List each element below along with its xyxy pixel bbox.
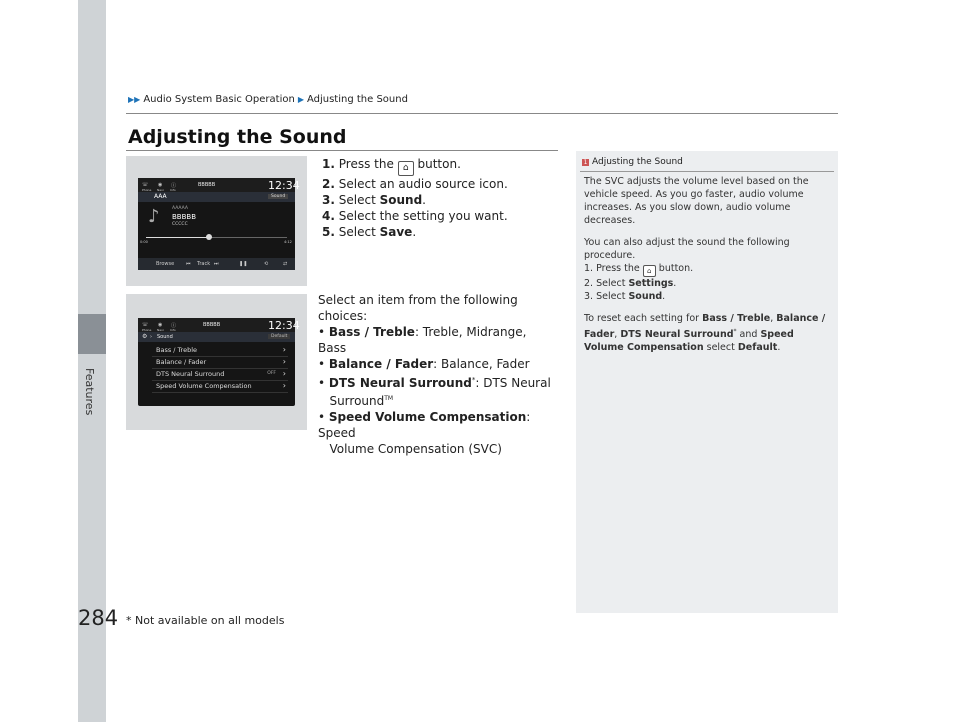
skip-back-icon[interactable]: ⏮ (186, 261, 191, 267)
default-button[interactable]: Default (268, 334, 290, 339)
progress-fill (146, 237, 208, 238)
note-paragraph: You can also adjust the sound the following procedure. (584, 237, 790, 261)
sound-header: Sound (157, 334, 173, 340)
choice-balance-fader: • Balance / Fader: Balance, Fader (318, 357, 530, 371)
note-step-3: 3. Select Sound. (584, 291, 666, 302)
breadcrumb (128, 94, 408, 105)
note-paragraph: The SVC adjusts the volume level based on the vehicle speed. As you go faster, audio volume increases. As you slow down, audio volume decreases. (584, 176, 809, 226)
phone-icon: ☏ (142, 322, 149, 328)
screenshot-sound: ☏ ◉ ⓘ Phone Navi Info BBBBB 12:34 ⚙ › Sound Default Bass / Treble › Balance / Fader › DTS Neural Surround OFF › Speed Volume Compensation › (138, 318, 295, 406)
screenshot-audio: ☏ ◉ ⓘ Phone Navi Info BBBBB 12:34 AAA Sound ♪ AAAAA BBBBB CCCCC 0:00 4:12 Browse ⏮ Track ⏭ ❚❚ ⟲ ⇄ (138, 178, 295, 270)
phone-icon: ☏ (142, 182, 149, 188)
chapter-label-text: Features (83, 368, 96, 416)
choice-bass-treble: • Bass / Treble: Treble, Midrange, Bass (318, 325, 527, 355)
home-icon: ⌂ (643, 265, 656, 277)
chevron-right-icon: › (282, 357, 286, 366)
choice-svc: • Speed Volume Compensation: Speed Volume Compensation (SVC) (318, 410, 531, 456)
chevron-right-icon: › (282, 345, 286, 354)
step-4: 4. Select the setting you want. (322, 209, 508, 223)
clock: 12:34 (268, 319, 300, 332)
choice-dts: • DTS Neural Surround*: DTS Neural Surround™ (318, 376, 551, 408)
music-note-icon: ♪ (148, 206, 160, 227)
menu-row-balance-fader[interactable]: Balance / Fader › (152, 356, 288, 369)
note-sidebar (576, 151, 838, 613)
title-divider (126, 150, 558, 151)
steps-list (322, 156, 508, 240)
progress-handle[interactable] (206, 234, 212, 240)
navi-icon: ◉ (158, 322, 163, 328)
source-label: BBBBB (198, 182, 216, 188)
station-name: AAA (154, 193, 167, 200)
menu-row-bass-treble[interactable]: Bass / Treble › (152, 344, 288, 357)
screenshot-audio-box (126, 156, 307, 286)
info-icon: ⓘ (171, 323, 177, 329)
settings-gear-icon[interactable]: ⚙ (142, 333, 148, 340)
step-1: 1. Press the ⌂ button. (322, 156, 508, 176)
home-icon: ⌂ (398, 161, 414, 176)
choices-intro: Select an item from the following choices: (318, 293, 518, 323)
page-number: 284 (78, 606, 119, 630)
sound-button[interactable]: Sound (268, 194, 288, 199)
step-5: 5. Select Save. (322, 225, 417, 239)
breadcrumb-arrow-icon: ▶ (297, 95, 304, 104)
screenshot-sound-box (126, 294, 307, 430)
note-marker-icon: 1 (583, 158, 588, 166)
chevron-right-icon: › (282, 381, 286, 390)
menu-row-speed-volume-compensation[interactable]: Speed Volume Compensation › (152, 380, 288, 393)
step-2: 2. Select an audio source icon. (322, 177, 508, 191)
menu-row-dts-neural-surround[interactable]: DTS Neural Surround OFF › (152, 368, 288, 381)
footnote: * Not available on all models (126, 614, 285, 627)
chapter-tab-marker (78, 314, 106, 354)
note-heading: 1 Adjusting the Sound (583, 157, 683, 167)
note-divider (580, 171, 834, 172)
header-divider (126, 113, 838, 114)
browse-button[interactable]: Browse (156, 261, 175, 267)
note-reset: To reset each setting for Bass / Treble, Balance / Fader, DTS Neural Surround* and Speed Volume Compensation select Default. (584, 313, 826, 354)
shuffle-icon[interactable]: ⇄ (283, 261, 288, 267)
repeat-icon[interactable]: ⟲ (264, 261, 269, 267)
page-title: Adjusting the Sound (128, 126, 347, 148)
note-step-2: 2. Select Settings. (584, 278, 677, 289)
clock: 12:34 (268, 179, 300, 192)
info-icon: ⓘ (171, 183, 177, 189)
dts-status: OFF (267, 371, 276, 376)
track-label: Track (197, 261, 211, 267)
skip-forward-icon[interactable]: ⏭ (214, 261, 219, 267)
note-step-1: 1. Press the ⌂ button. (584, 263, 694, 275)
breadcrumb-parent[interactable]: Audio System Basic Operation (143, 94, 295, 105)
breadcrumb-arrow-icon: ▶▶ (128, 95, 141, 104)
step-3: 3. Select Sound. (322, 193, 426, 207)
chevron-right-icon: › (282, 369, 286, 378)
pause-icon[interactable]: ❚❚ (239, 261, 248, 267)
chevron-right-icon: › (150, 334, 152, 340)
note-body (584, 175, 830, 354)
chapter-label (82, 368, 102, 428)
source-label: BBBBB (203, 322, 221, 328)
choices-list (318, 292, 558, 457)
navi-icon: ◉ (158, 182, 163, 188)
breadcrumb-current: Adjusting the Sound (306, 94, 408, 105)
